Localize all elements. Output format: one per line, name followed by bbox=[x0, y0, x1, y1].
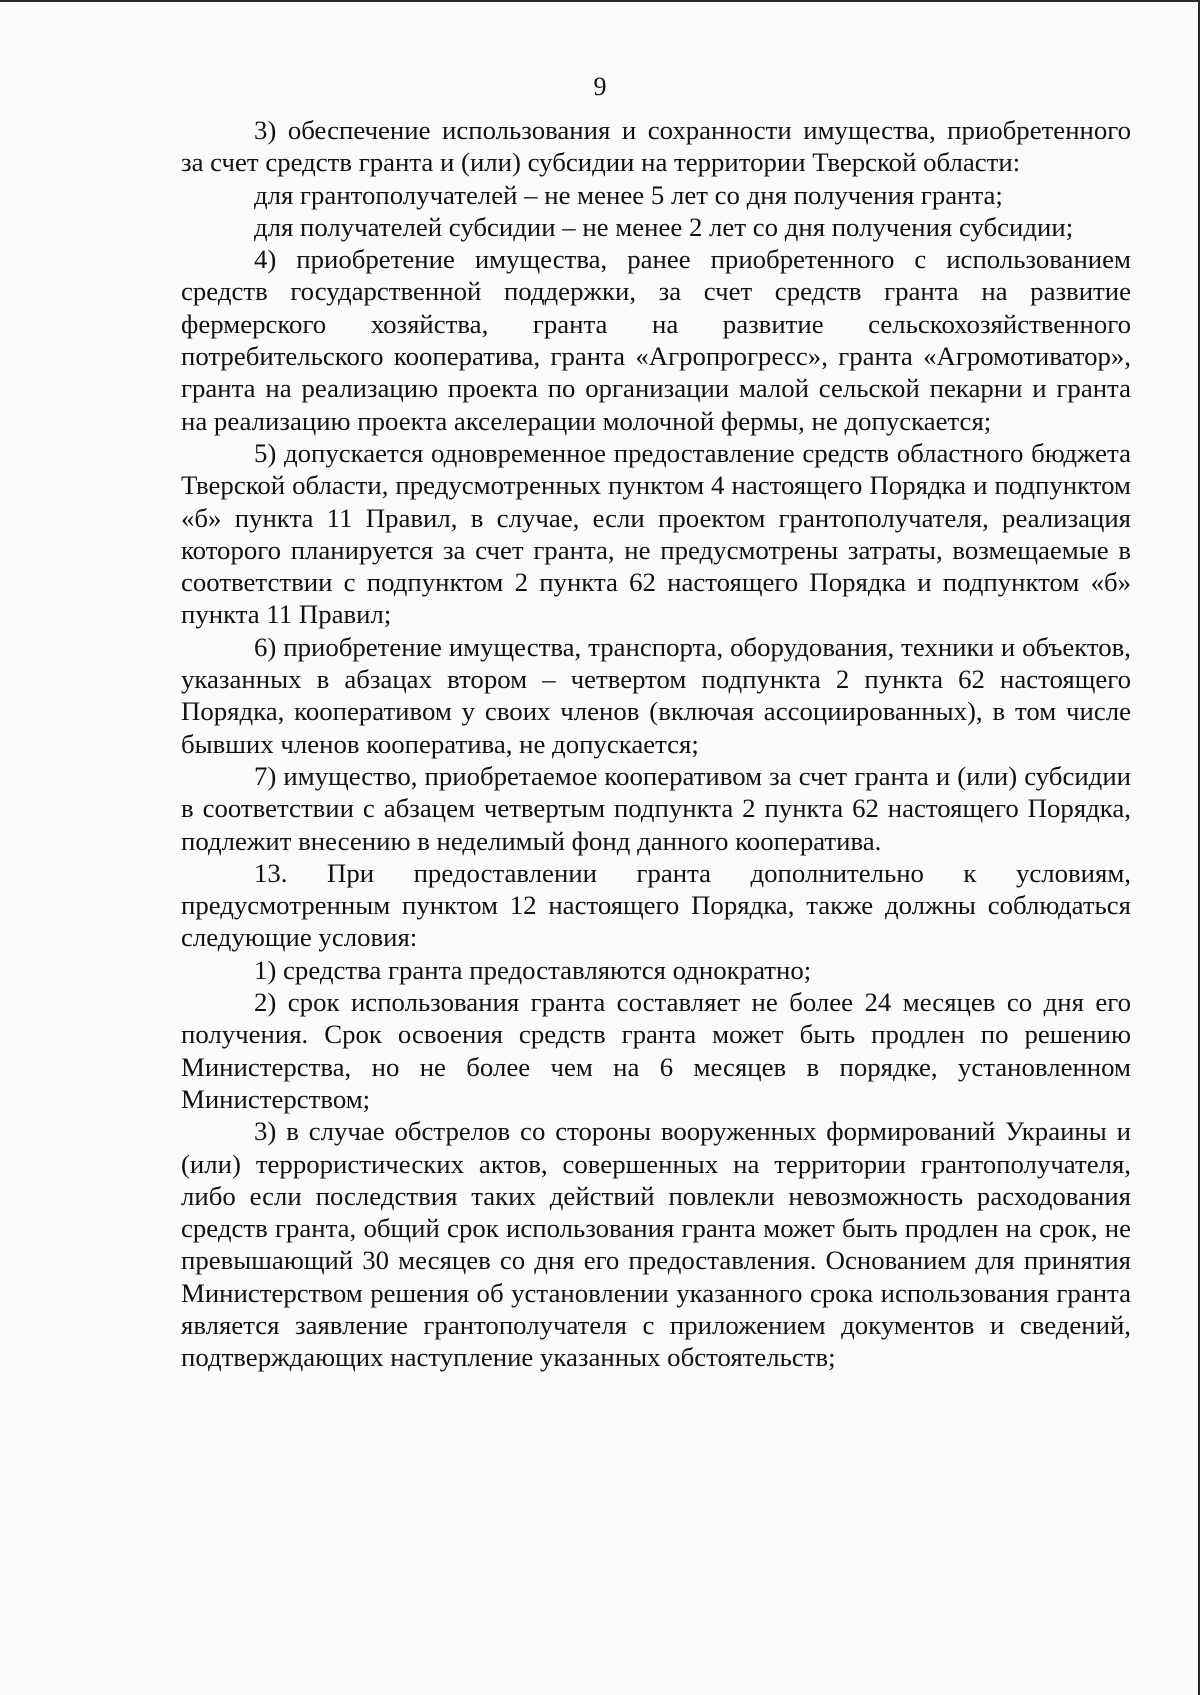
paragraph-item-4-property-acquisition: 4) приобретение имущества, ранее приобретенного с использованием средств государственной поддержки, за счет средств гранта на развитие фермерского хозяйства, гранта на развитие сельскохозяйственного потребительского кооператива, гранта «Агропрогресс», гранта «Агромотиватор», гранта на реализацию проекта по организации малой сельской пекарни и гранта на реализацию проекта акселерации молочной фермы, не допускается; bbox=[181, 244, 1131, 436]
page-number: 9 bbox=[593, 72, 607, 101]
paragraph-item-6-cooperative-members: 6) приобретение имущества, транспорта, оборудования, техники и объектов, указанных в абзацах втором – четвертом подпункта 2 пункта 62 настоящего Порядка, кооперативом у своих членов (включая ассоциированных), в том числе бывших членов кооператива, не допускается; bbox=[181, 631, 1131, 759]
paragraph-grant-recipients-term: для грантополучателей – не менее 5 лет со дня получения гранта; bbox=[254, 179, 1003, 210]
paragraph-13-item-1-one-time: 1) средства гранта предоставляются однократно; bbox=[254, 954, 812, 985]
paragraph-13-item-2-usage-period: 2) срок использования гранта составляет не более 24 месяцев со дня его получения. Срок освоения средств гранта может быть продлен по решению Министерства, но не более чем на 6 месяцев в порядке, установленном Министерством; bbox=[181, 987, 1131, 1114]
document-body bbox=[181, 114, 1131, 1374]
paragraph-subsidy-recipients-term: для получателей субсидии – не менее 2 лет со дня получения субсидии; bbox=[254, 211, 1074, 242]
paragraph-item-7-indivisible-fund: 7) имущество, приобретаемое кооперативом за счет гранта и (или) субсидии в соответствии с абзацем четвертым подпункта 2 пункта 62 настоящего Порядка, подлежит внесению в неделимый фонд данного кооператива. bbox=[181, 760, 1131, 856]
paragraph-section-13-conditions: 13. При предоставлении гранта дополнительно к условиям, предусмотренным пунктом 12 настоящего Порядка, также должны соблюдаться следующие условия: bbox=[181, 857, 1131, 953]
paragraph-13-item-3-extension: 3) в случае обстрелов со стороны вооруженных формирований Украины и (или) террористических актов, совершенных на территории грантополучателя, либо если последствия таких действий повлекли невозможность расходования средств гранта, общий срок использования гранта может быть продлен на срок, не превышающий 30 месяцев со дня его предоставления. Основанием для принятия Министерством решения об установлении указанного срока использования гранта является заявление грантополучателя с приложением документов и сведений, подтверждающих наступление указанных обстоятельств; bbox=[181, 1116, 1131, 1373]
paragraph-item-5-simultaneous-funding: 5) допускается одновременное предоставление средств областного бюджета Тверской области, предусмотренных пунктом 4 настоящего Порядка и подпунктом «б» пункта 11 Правил, в случае, если проектом грантополучателя, реализация которого планируется за счет гранта, не предусмотрены затраты, возмещаемые в соответствии с подпунктом 2 пункта 62 настоящего Порядка и подпунктом «б» пункта 11 Правил; bbox=[181, 437, 1131, 630]
paragraph-item-3-property-use: 3) обеспечение использования и сохранности имущества, приобретенного за счет средств гранта и (или) субсидии на территории Тверской области: bbox=[181, 115, 1131, 178]
